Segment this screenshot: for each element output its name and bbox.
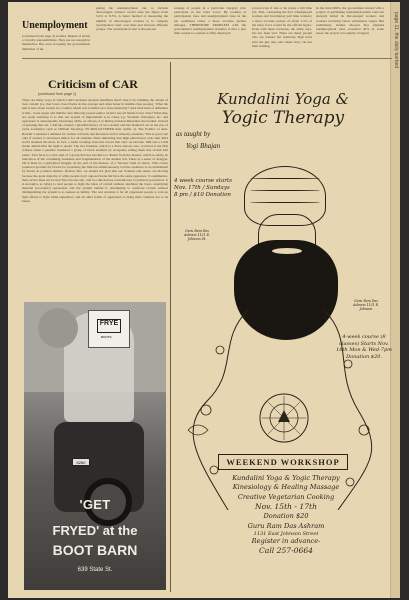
boot-barn-ad — [24, 302, 166, 590]
frye-boot-box — [88, 310, 130, 348]
workshop-details — [186, 474, 386, 556]
workshop-line-1: Kundalini Yoga & Yogic Therapy — [232, 474, 340, 482]
frye-box-subtitle: BOOTS — [101, 335, 112, 339]
taught-by-label: as taught by — [176, 130, 211, 138]
workshop-line-3: Creative Vegetarian Cooking — [237, 492, 335, 501]
vertical-rule — [170, 62, 171, 592]
car-article-continued: (continued from page 1) — [38, 92, 77, 96]
yoga-ad — [174, 60, 392, 592]
left-course-info: 4 week course starts Nov. 17th / Sundays 8 pm / $10 Donation — [174, 178, 232, 198]
car-article-headline: Criticism of CAR — [48, 77, 138, 91]
newspaper-page — [8, 2, 400, 598]
yoga-title-line-2: Yogic Therapy — [221, 108, 345, 128]
teacher-name: Yogi Bhajan — [186, 142, 221, 150]
left-location-info: Guru Ram Das Ashram 1131 E. Johnson St. — [184, 229, 210, 241]
ad-photo-helmet — [38, 308, 78, 348]
workshop-phone: Call 257-0664 — [259, 546, 313, 556]
mouth-drawing — [272, 248, 302, 254]
ad-store-address: 639 State St. — [77, 567, 113, 573]
workshop-dates: Nov. 15th - 17th — [254, 502, 318, 512]
workshop-line-2: Kinesiology & Healing Massage — [232, 483, 340, 492]
unemployment-teaser: (continued from page 4) worked. Instead of attack or loyalty responsibilities. They are not enough in themselves. But even accepting the governments definition of un- — [22, 34, 90, 51]
ad-tagline-2: FRYED' at the — [52, 523, 138, 538]
workshop-venue: Guru Ram Das Ashram — [247, 521, 325, 530]
right-course-info: 4-week course (8 classes) Starts Nov. 18th Mon & Wed-7pm Donation $20. — [336, 334, 392, 360]
license-plate: 6260 — [72, 458, 90, 466]
article-column-5: In the mid-1960's, the government started with a project of publishing underemployment rates but abruptly halted its discouraged workers and workers receiving below subsistence wages. But preliminary studies showed that adjusted unemployment rates exceeded 40% in some areas; the project was quietly scrapped. — [316, 6, 384, 36]
ad-tagline-1: 'GET — [79, 497, 111, 512]
ad-store-name: BOOT BARN — [52, 542, 138, 558]
article-column-3: centage of people in a particular category who participate in the labor force. By looking at participation rates and unemployment rates in the ten wealthiest cities, a more accurate picture emerges. THEREFORE PROBLEM with the government's unemployment statistics is that a part time worker is counted as fully employed — [174, 6, 246, 36]
article-column-2: paring the unemployment rate to include discouraged workers would raise the figure from 5.4% to 9.3%. A better method of measuring the number of discouraged workers is to compare 'participation rates' over time and between different groups. The 'participation rate' is the percent — [96, 6, 168, 32]
gutter-caption: page 11, the daily barbed — [393, 12, 399, 69]
frye-logo-text: FRYE — [99, 320, 119, 327]
workshop-register: Register in advance- — [251, 537, 321, 546]
workshop-donation: Donation $20 — [263, 512, 309, 521]
weekend-workshop-heading: WEEKEND WORKSHOP — [218, 454, 348, 470]
workshop-address: 1131 East Johnson Street — [253, 531, 319, 538]
mandala-emblem — [256, 390, 312, 446]
yoga-title-line-1: Kundalini Yoga & — [217, 90, 349, 108]
unemployment-headline: Unemployment — [22, 20, 88, 31]
frye-logo — [97, 319, 121, 333]
car-article-body: There are many ways in which CAR's insistent analysis manifests itself. One is by brushing the advent of 'new racism' (i.e. that lower class blacks do the average and often better in middle class people). 'What the hell is new about racism in a country which was founded on a slave mentality?' And what kind of definition is this - lower upper and middle class minority people earlier racists? Are all blacks lower class? What they are really referring to is that our system of imperialism is in crises e.g. Vietnam, Watergate, etc. and repression is subsequently increasing while, as always, it is hitting national minorities the hardest. Instead of pointing this out, CAR has created a ghoulish theory of 'neo-racism' and has blamed it all on the rise of racist academics such as William Shockley. IN MID-OCTOBER their leaflet on 'The Politics of Anti-Racism' contained a demand for 'tuition roll-back and increased aid for minority students.' This is good, but only if related to increased tuition for all students while indicating that high educational costs hurt third world students the most. In fact, a white working class kid voiced this view on October 16th and a CAR leader denied him the right to speak. The last example, which is a more serious case, occurred at the film critique when a panelist slandered a group of black students by arrogantly telling them that racism still exists. That facet is a sure sign of a group that has become too distant from the masses, which is surely an indication of the continuing weakness and fragmentation of the student left. There is a sense of struggle, but it must be a principled struggle on the part of the masses, of a 'Saviour' kind of stance. This course produced grounds for blacks for protesting the film but simultaneously told the audience to be intimidated by blacks in political matters. Review this, we should not glad that our brothers and sisters are moving because the great majority of white people don't oppose blacks but have the same oppressor. To summarize, their tactics must not be tied 'first into the sky,' and in a much more contradictory to political perversions. It is deceptive as trying to lead people to fight the ideas of racism without attacking the basic, underlying material (economic) oppression and the system behind it. Attempting to eradicate racism without distinguishing the system is as useless as futility. The real solution is for all oppressed people to join up their efforts to fight white supremacy and all other forms of oppression to bring their common foe to its knees. — [22, 98, 168, 203]
horizontal-rule — [22, 58, 392, 59]
article-column-4: proved even if she or he wants a full time job. That, contrasting the fact: Unemployed workers and involuntary part time workers; a more accurate picture of about 1.5% of the labor force would be the official figure. Even with these revisions, the study says, has not been told. There are many people who are trained but relatively high level jobs but just take jobs where they can use their training. — [252, 6, 312, 48]
right-location-info: Guru Ram Das Ashram 1131 E. Johnson — [353, 299, 379, 311]
